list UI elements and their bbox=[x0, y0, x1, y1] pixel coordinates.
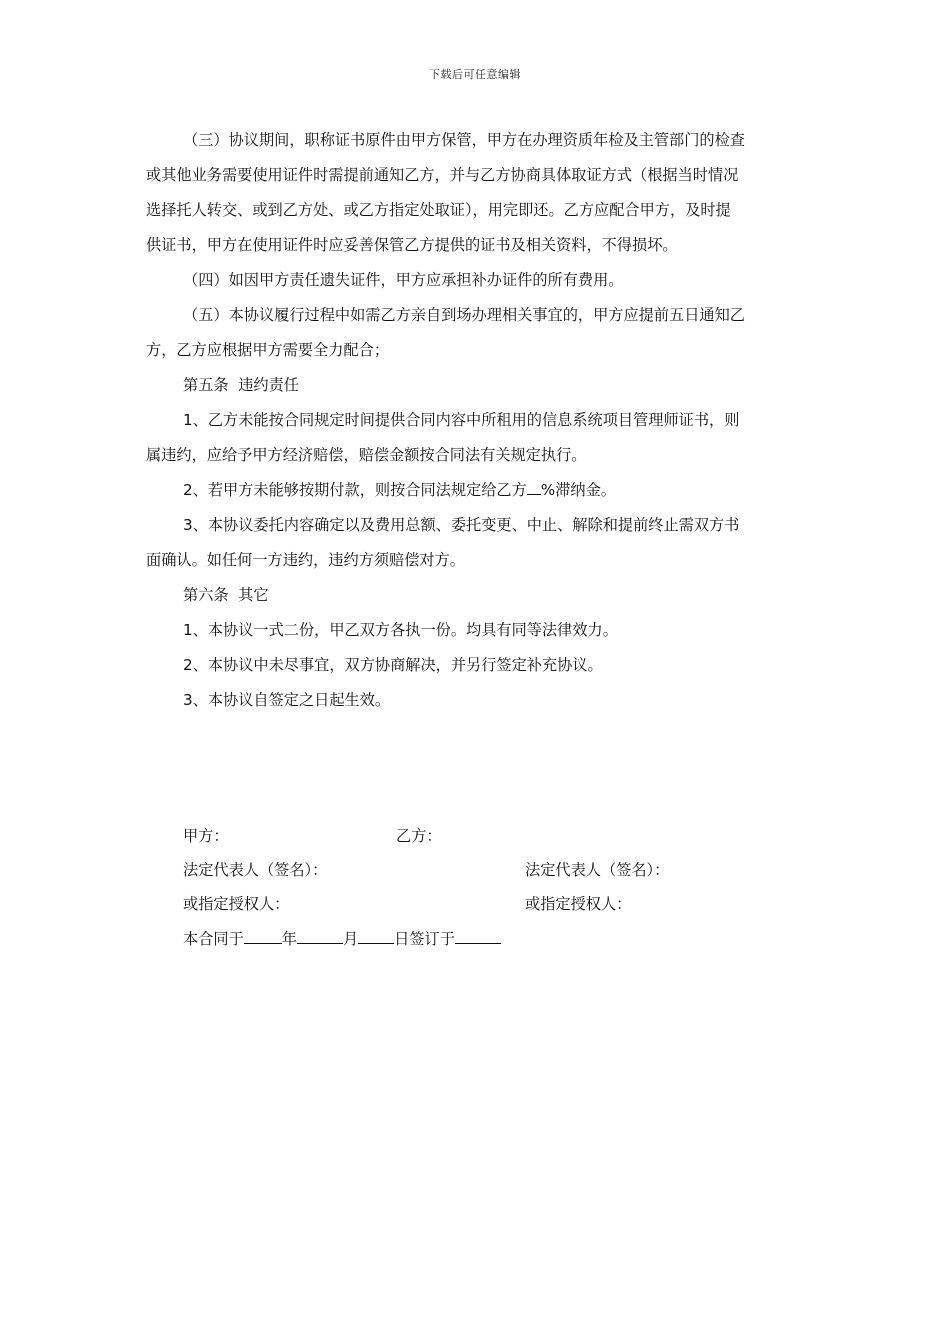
article-5-title: 第五条 违约责任 bbox=[183, 376, 299, 394]
month-blank[interactable] bbox=[297, 929, 343, 944]
article-5-item-2 bbox=[146, 473, 806, 508]
party-a-rep-label: 法定代表人（签名）： bbox=[183, 861, 328, 879]
article-5-item-2-text: 2、若甲方未能够按期付款，则按合同法规定给乙方 bbox=[183, 481, 527, 499]
signing-date-line bbox=[183, 929, 501, 949]
party-b-auth-label: 或指定授权人： bbox=[525, 895, 632, 913]
penalty-rate-blank[interactable] bbox=[527, 480, 541, 495]
place-blank[interactable] bbox=[455, 929, 501, 944]
page-header-note: 下载后可任意编辑 bbox=[429, 68, 521, 81]
article-6-item-2: 2、本协议中未尽事宜，双方协商解决，并另行签定补充协议。 bbox=[183, 656, 603, 674]
day-blank[interactable] bbox=[358, 929, 394, 944]
year-blank[interactable] bbox=[244, 929, 282, 944]
day-signed-label: 日签订于 bbox=[394, 930, 455, 948]
article-5-item-3-line-1: 3、本协议委托内容确定以及费用总额、委托变更、中止、解除和提前终止需双方书 bbox=[183, 516, 740, 534]
party-b-rep-label: 法定代表人（签名）： bbox=[525, 861, 670, 879]
party-a-label: 甲方： bbox=[183, 827, 229, 845]
article-5-item-3-line-2: 面确认。如任何一方违约，违约方须赔偿对方。 bbox=[146, 551, 465, 569]
article-6-item-1: 1、本协议一式二份，甲乙双方各执一份。均具有同等法律效力。 bbox=[183, 621, 618, 639]
article-5-item-1-line-1: 1、乙方未能按合同规定时间提供合同内容中所租用的信息系统项目管理师证书，则 bbox=[183, 411, 740, 429]
date-prefix: 本合同于 bbox=[183, 930, 244, 948]
clause-5-line-2: 方，乙方应根据甲方需要全力配合； bbox=[146, 341, 389, 359]
party-b-label: 乙方： bbox=[396, 827, 442, 845]
clause-3-line-4: 供证书，甲方在使用证件时应妥善保管乙方提供的证书及相关资料，不得损坏。 bbox=[146, 236, 678, 254]
clause-3-line-2: 或其他业务需要使用证件时需提前通知乙方，并与乙方协商具体取证方式（根据当时情况 bbox=[146, 166, 739, 184]
article-6-item-3: 3、本协议自签定之日起生效。 bbox=[183, 691, 391, 709]
article-6-title: 第六条 其它 bbox=[183, 586, 269, 604]
clause-4: （四）如因甲方责任遗失证件，甲方应承担补办证件的所有费用。 bbox=[183, 271, 624, 289]
clause-5-line-1: （五）本协议履行过程中如需乙方亲自到场办理相关事宜的，甲方应提前五日通知乙 bbox=[183, 306, 745, 324]
clause-3-line-1: （三）协议期间，职称证书原件由甲方保管，甲方在办理资质年检及主管部门的检查 bbox=[183, 131, 745, 149]
party-a-auth-label: 或指定授权人： bbox=[183, 895, 290, 913]
article-5-item-2-suffix: %滞纳金。 bbox=[540, 481, 616, 499]
clause-3-line-3: 选择托人转交、或到乙方处、或乙方指定处取证），用完即还。乙方应配合甲方，及时提 bbox=[146, 201, 731, 219]
year-label: 年 bbox=[281, 930, 297, 948]
month-label: 月 bbox=[342, 930, 359, 948]
contract-body bbox=[146, 123, 806, 718]
article-5-item-1-line-2: 属违约，应给予甲方经济赔偿，赔偿金额按合同法有关规定执行。 bbox=[146, 446, 587, 464]
